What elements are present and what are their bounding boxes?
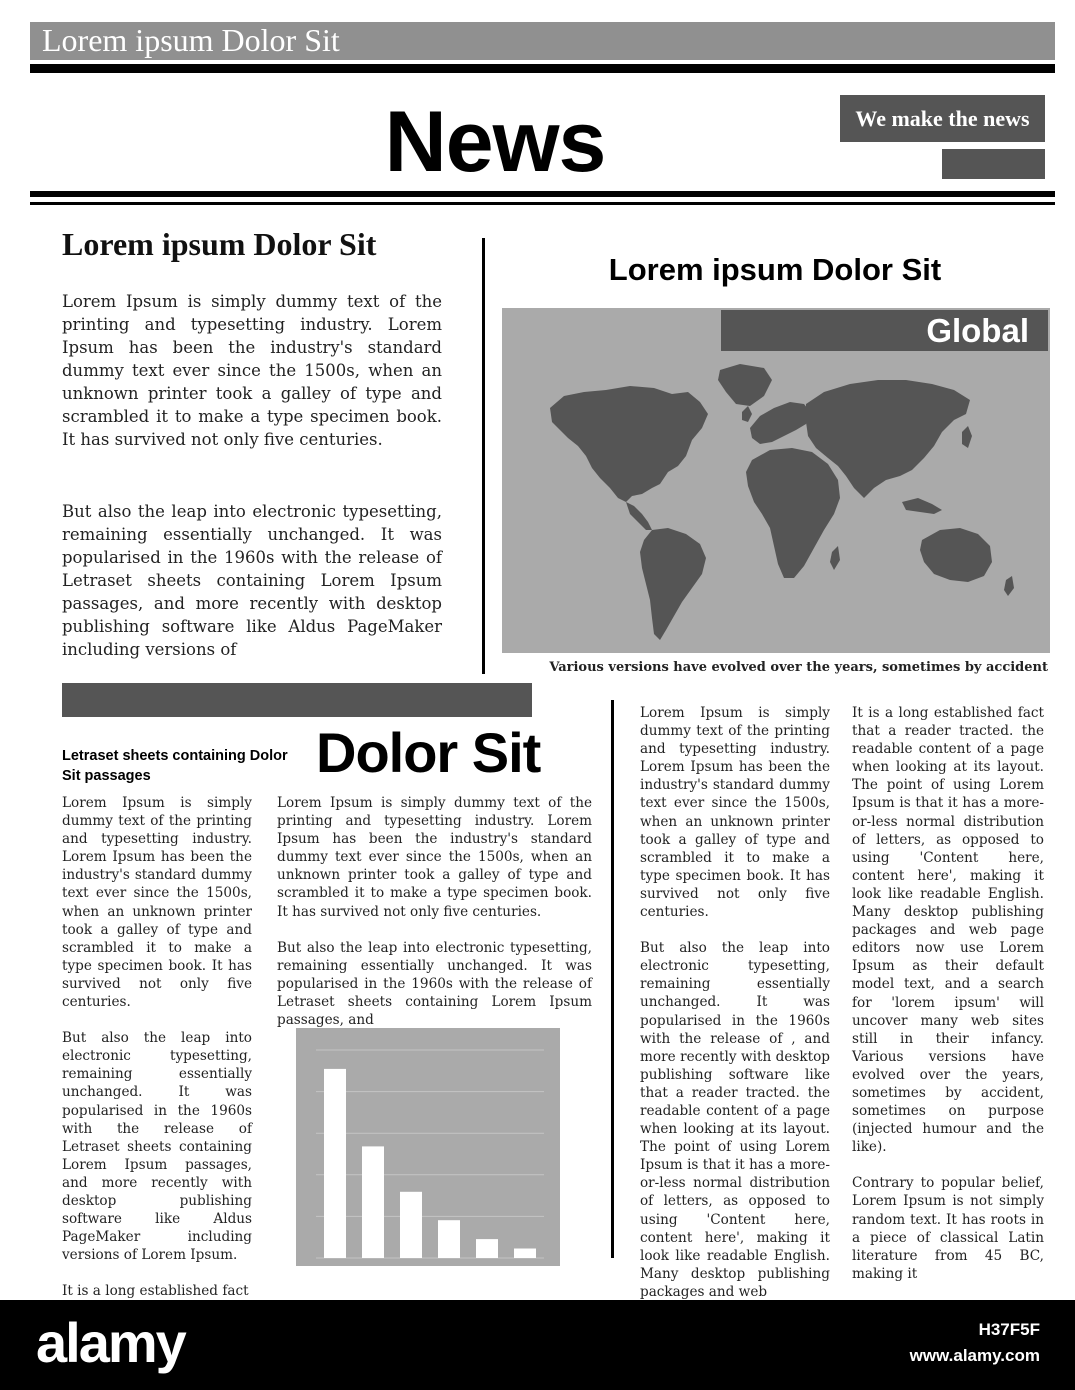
world-map-image	[502, 308, 1050, 653]
column-3-paragraph: But also the leap into electronic typesetting, remaining essentially unchanged. It was popularised in the 1960s with the release of , and more recently with desktop publishing software like that a reader tracted. the readable content of a page when looking at its layout. The point of using Lorem Ipsum is that it has a more-or-less normal distribution of letters, as opposed to using 'Content here, content here', making it look like readable English. Many desktop publishing packages and web	[640, 940, 830, 1300]
article2-headline: Lorem ipsum Dolor Sit	[608, 252, 942, 287]
global-label: Global	[926, 312, 1029, 349]
column-divider-lower	[611, 700, 614, 1258]
chart-bar-6	[514, 1249, 536, 1259]
chart-bar-1	[324, 1069, 346, 1258]
chart-bar-4	[438, 1220, 460, 1258]
central-america-shape	[626, 502, 652, 530]
madagascar-shape	[830, 546, 840, 570]
column-1	[62, 794, 252, 1300]
column-4-paragraph: Contrary to popular belief, Lorem Ipsum is not simply random text. It has roots in a piece of classical Latin literature from 45 BC, making it	[852, 1175, 1044, 1282]
bar-chart	[296, 1028, 560, 1266]
article1-paragraph-1: Lorem Ipsum is simply dummy text of the printing and typesetting industry. Lorem Ipsum has been the industry's standard dummy text ever since the 1500s, when an unknown printer took a galley of type and scrambled it to make a type specimen book. It has survived not only five centuries.	[62, 292, 442, 449]
section-bar	[62, 683, 532, 717]
japan-shape	[962, 426, 972, 448]
article1-paragraph-2: But also the leap into electronic typesetting, remaining essentially unchanged. It was popularised in the 1960s with the release of Letraset sheets containing Lorem Ipsum passages, and more recently with desktop publishing software like Aldus PageMaker including versions of	[62, 502, 442, 659]
chart-bar-3	[400, 1192, 422, 1258]
column-3-paragraph: Lorem Ipsum is simply dummy text of the printing and typesetting industry. Lorem Ipsum has been the industry's standard dummy text ever since the 1500s, when an unknown printer took a galley of type and scrambled it to make a type specimen book. It has survived not only five centuries.	[640, 705, 830, 921]
footer-logo: alamy	[36, 1311, 185, 1374]
article3-subhead: Letraset sheets containing Dolor Sit passages	[62, 748, 288, 784]
top-banner-label: Lorem ipsum Dolor Sit	[42, 22, 340, 58]
column-1-paragraph: It is a long established fact	[62, 1283, 249, 1300]
africa-shape	[746, 448, 840, 578]
column-divider	[482, 238, 485, 674]
tagline: We make the news	[855, 106, 1030, 131]
map-caption: Various versions have evolved over the years, sometimes by accident	[549, 660, 1048, 675]
column-2	[277, 794, 592, 1029]
column-2-paragraph: But also the leap into electronic typesetting, remaining essentially unchanged. It was popularised in the 1960s with the release of Letraset sheets containing Lorem Ipsum passages, and	[277, 939, 592, 1029]
chart-bar-2	[362, 1146, 384, 1258]
column-4-paragraph: It is a long established fact that a reader tracted. the readable content of a page when looking at its layout. The point of using Lorem Ipsum is that it has a more-or-less normal distribution of letters, as opposed to using 'Content here, content here', making it look like readable English. Many desktop publishing packages and web page editors now use Lorem Ipsum as their default model text, and a search for 'lorem ipsum' will uncover many web sites still in their infancy. Various versions have evolved over the years, sometimes by accident, sometimes on purpose (injected humour and the like).	[852, 705, 1044, 1156]
new-zealand-shape	[1004, 576, 1014, 596]
australia-shape	[920, 528, 992, 582]
article3-big-title: Dolor Sit	[316, 721, 541, 784]
column-1-paragraph: Lorem Ipsum is simply dummy text of the printing and typesetting industry. Lorem Ipsum has been the industry's standard dummy text ever since the 1500s, when an unknown printer took a galley of type and scrambled it to make a type specimen book. It has survived not only five centuries.	[62, 795, 252, 1011]
column-1-paragraph: But also the leap into electronic typesetting, remaining essentially unchanged. It was popularised in the 1960s with the release of Letraset sheets containing Lorem Ipsum passages, and more recently with desktop publishing software like Aldus PageMaker including versions of Lorem Ipsum.	[62, 1030, 252, 1264]
newspaper-title: News	[384, 94, 606, 190]
article1-headline: Lorem ipsum Dolor Sit	[62, 226, 377, 262]
chart-bar-5	[476, 1239, 498, 1258]
south-america-shape	[640, 528, 706, 640]
footer-url: www.alamy.com	[909, 1346, 1040, 1365]
uk-shape	[742, 406, 752, 422]
column-3	[640, 704, 830, 1300]
column-4	[852, 704, 1044, 1282]
masthead-rule-thick	[30, 191, 1055, 197]
column-2-paragraph: Lorem Ipsum is simply dummy text of the printing and typesetting industry. Lorem Ipsum has been the industry's standard dummy text ever since the 1500s, when an unknown printer took a galley of type and scrambled it to make a type specimen book. It has survived not only five centuries.	[277, 795, 592, 920]
north-america-shape	[550, 386, 708, 502]
decorative-box	[942, 149, 1045, 179]
masthead-rule-top	[30, 64, 1055, 73]
masthead-rule-thin	[30, 202, 1055, 205]
europe-shape	[750, 402, 812, 444]
indonesia-shape	[902, 498, 942, 514]
footer-image-id: H37F5F	[978, 1320, 1040, 1339]
greenland-shape	[718, 364, 772, 406]
